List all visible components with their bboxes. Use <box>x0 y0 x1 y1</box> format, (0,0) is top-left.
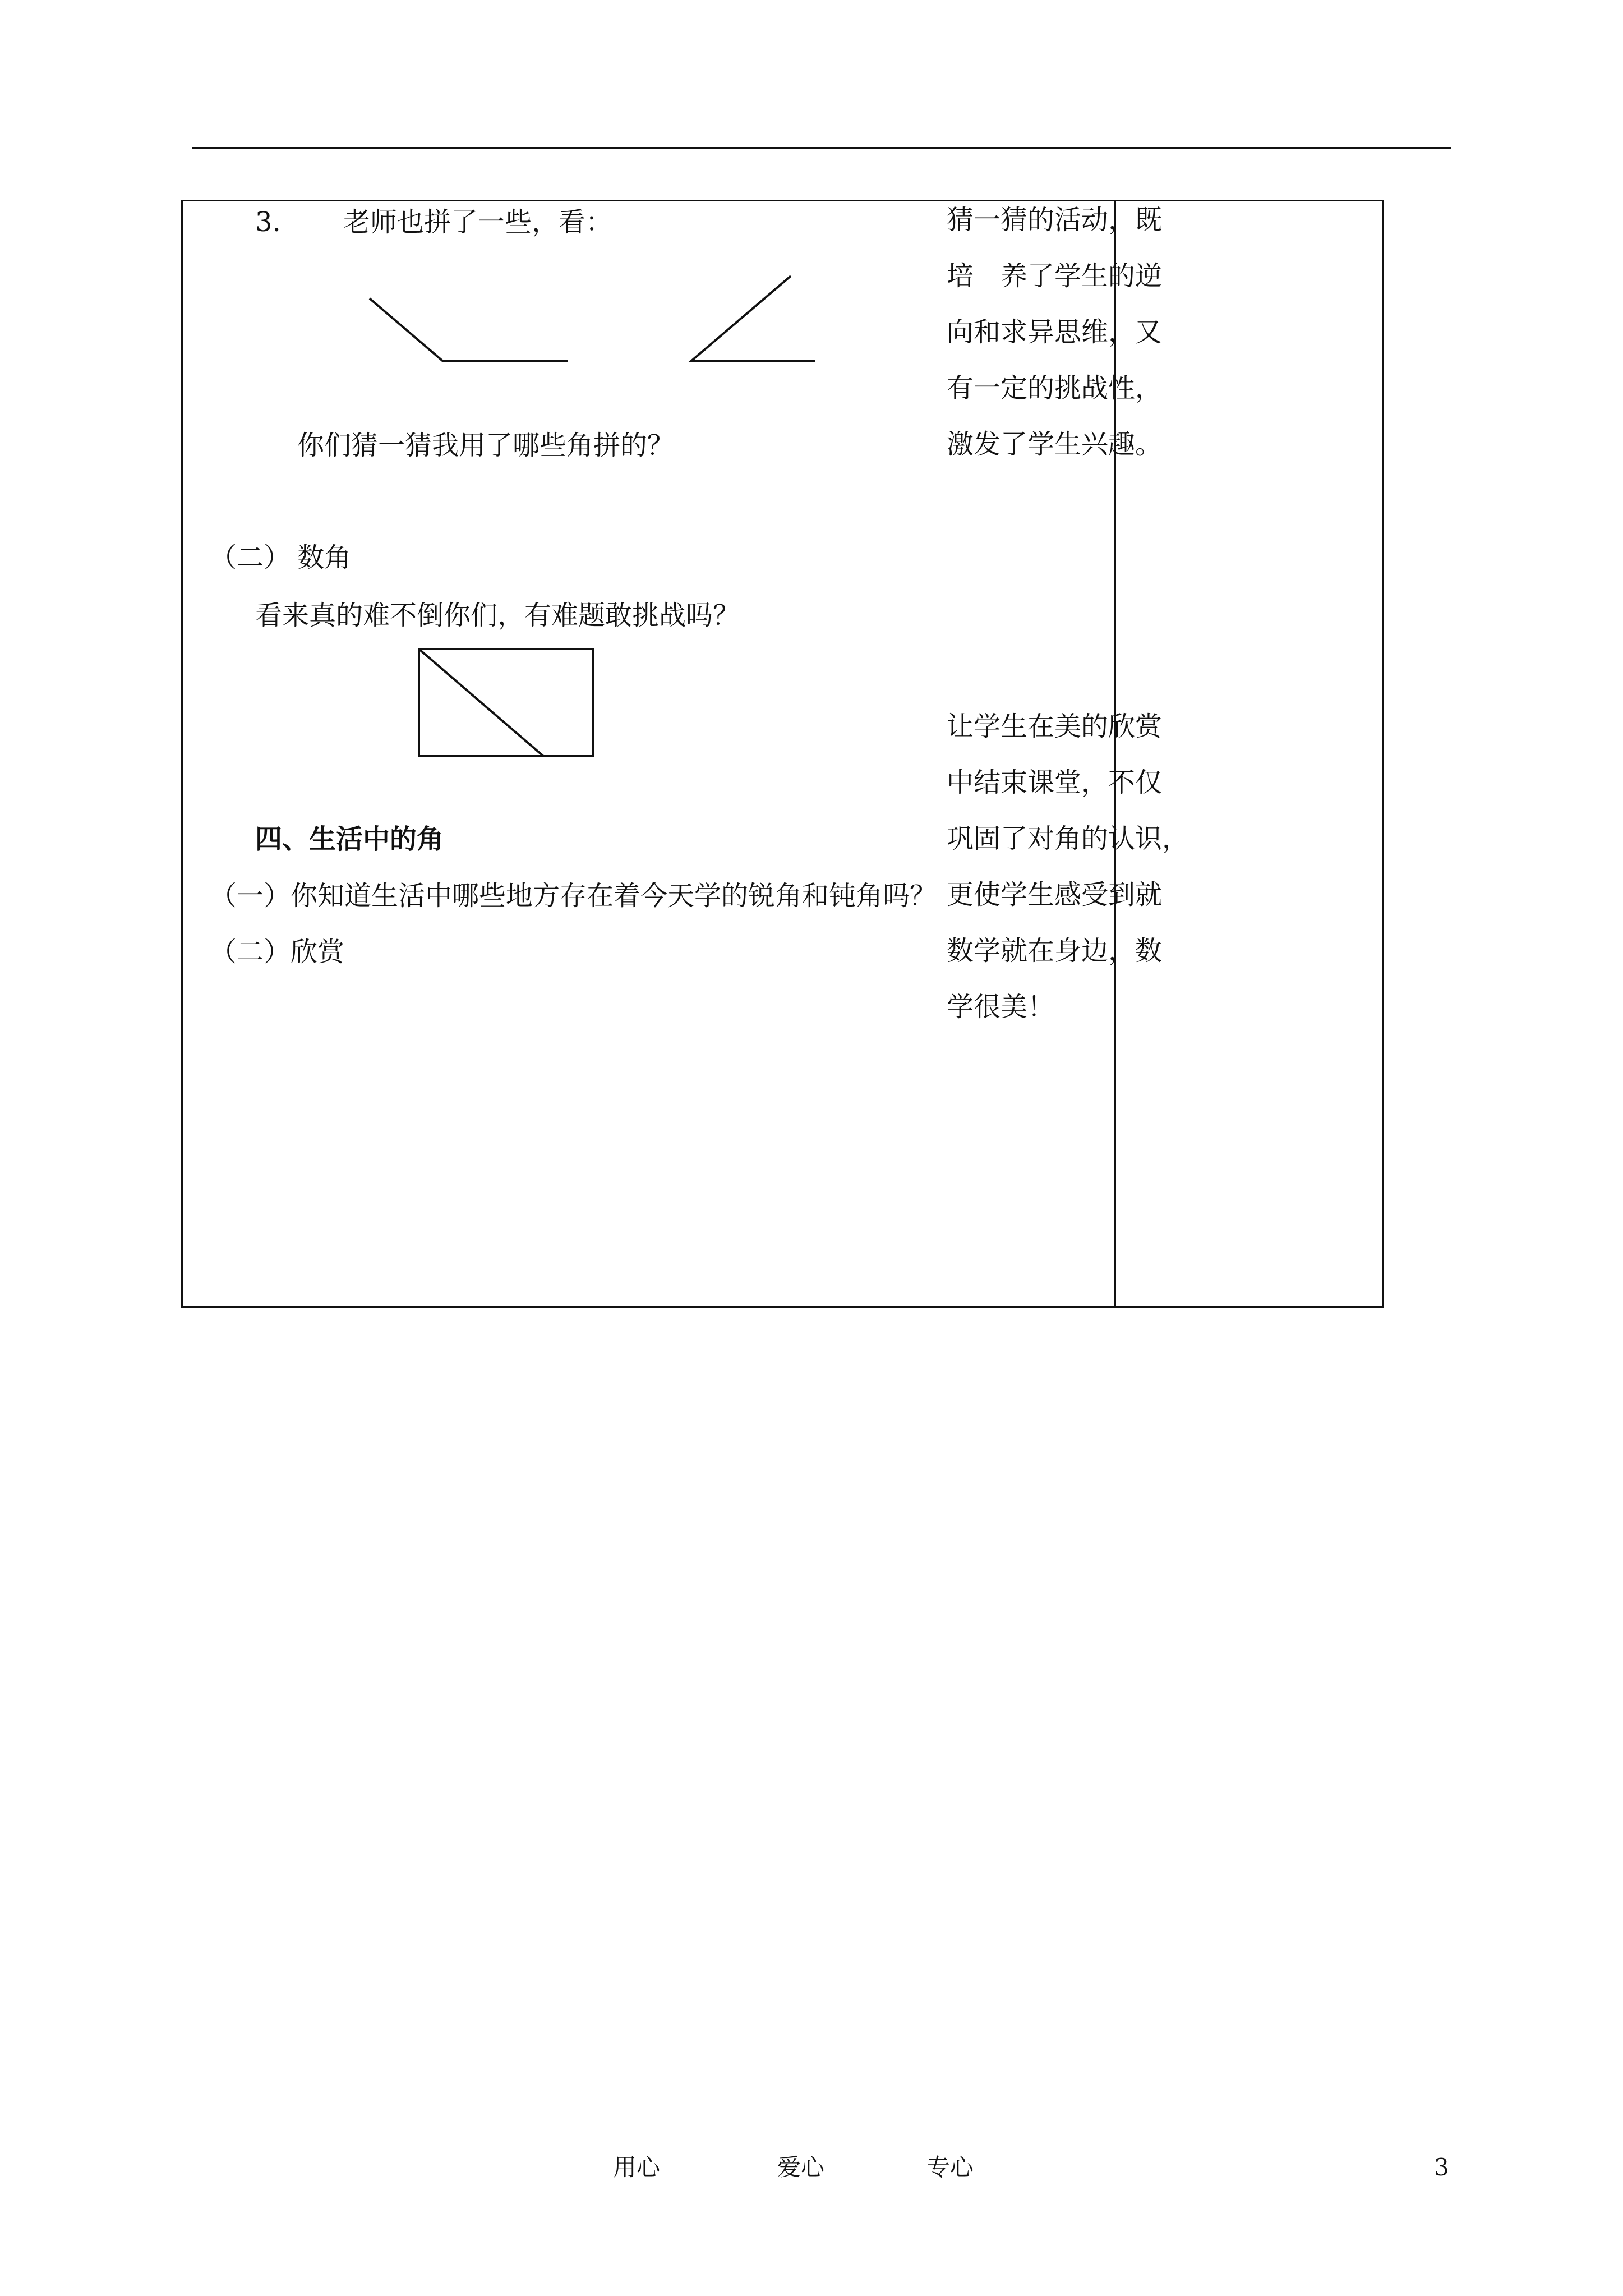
note-line: 让学生在美的欣赏 <box>947 711 1163 742</box>
footer-motto-3: 专心 <box>926 2154 974 2181</box>
obtuse-angle-figure <box>365 273 600 368</box>
footer-motto-2: 爱心 <box>777 2154 825 2181</box>
life-question-2: （二）欣赏 <box>210 936 345 968</box>
design-note-1 <box>947 192 1193 472</box>
challenge-text: 看来真的难不倒你们，有难题敢挑战吗？ <box>255 600 740 631</box>
note-line: 激发了学生兴趣。 <box>947 429 1163 460</box>
step3-text: 老师也拼了一些，看： <box>343 206 613 238</box>
note-line: 更使学生感受到就 <box>947 879 1163 910</box>
life-question-1: （一）你知道生活中哪些地方存在着今天学的锐角和钝角吗？ <box>210 880 937 912</box>
header-rule <box>192 147 1451 149</box>
guess-question: 你们猜一猜我用了哪些角拼的？ <box>297 430 675 461</box>
note-line: 有一定的挑战性， <box>947 372 1163 404</box>
rectangle-diagonal-figure <box>415 645 600 763</box>
note-line: 巩固了对角的认识， <box>947 823 1189 854</box>
note-line: 向和求异思维，又 <box>947 316 1163 348</box>
note-line: 猜一猜的活动，既 <box>947 204 1163 236</box>
section-title: 数角 <box>297 542 352 573</box>
note-line: 中结束课堂，不仅 <box>947 767 1163 798</box>
acute-angle-figure <box>684 273 830 368</box>
section-heading: 四、生活中的角 <box>255 823 444 855</box>
design-note-2 <box>947 698 1193 1035</box>
note-line: 学很美！ <box>947 991 1055 1023</box>
page-number: 3 <box>1434 2154 1449 2181</box>
section-label: （二） <box>210 542 291 573</box>
note-line: 培 养了学生的逆 <box>947 260 1163 292</box>
step-number: 3. <box>255 206 281 238</box>
note-line: 数学就在身边，数 <box>947 935 1163 967</box>
footer-motto-1: 用心 <box>613 2154 661 2181</box>
